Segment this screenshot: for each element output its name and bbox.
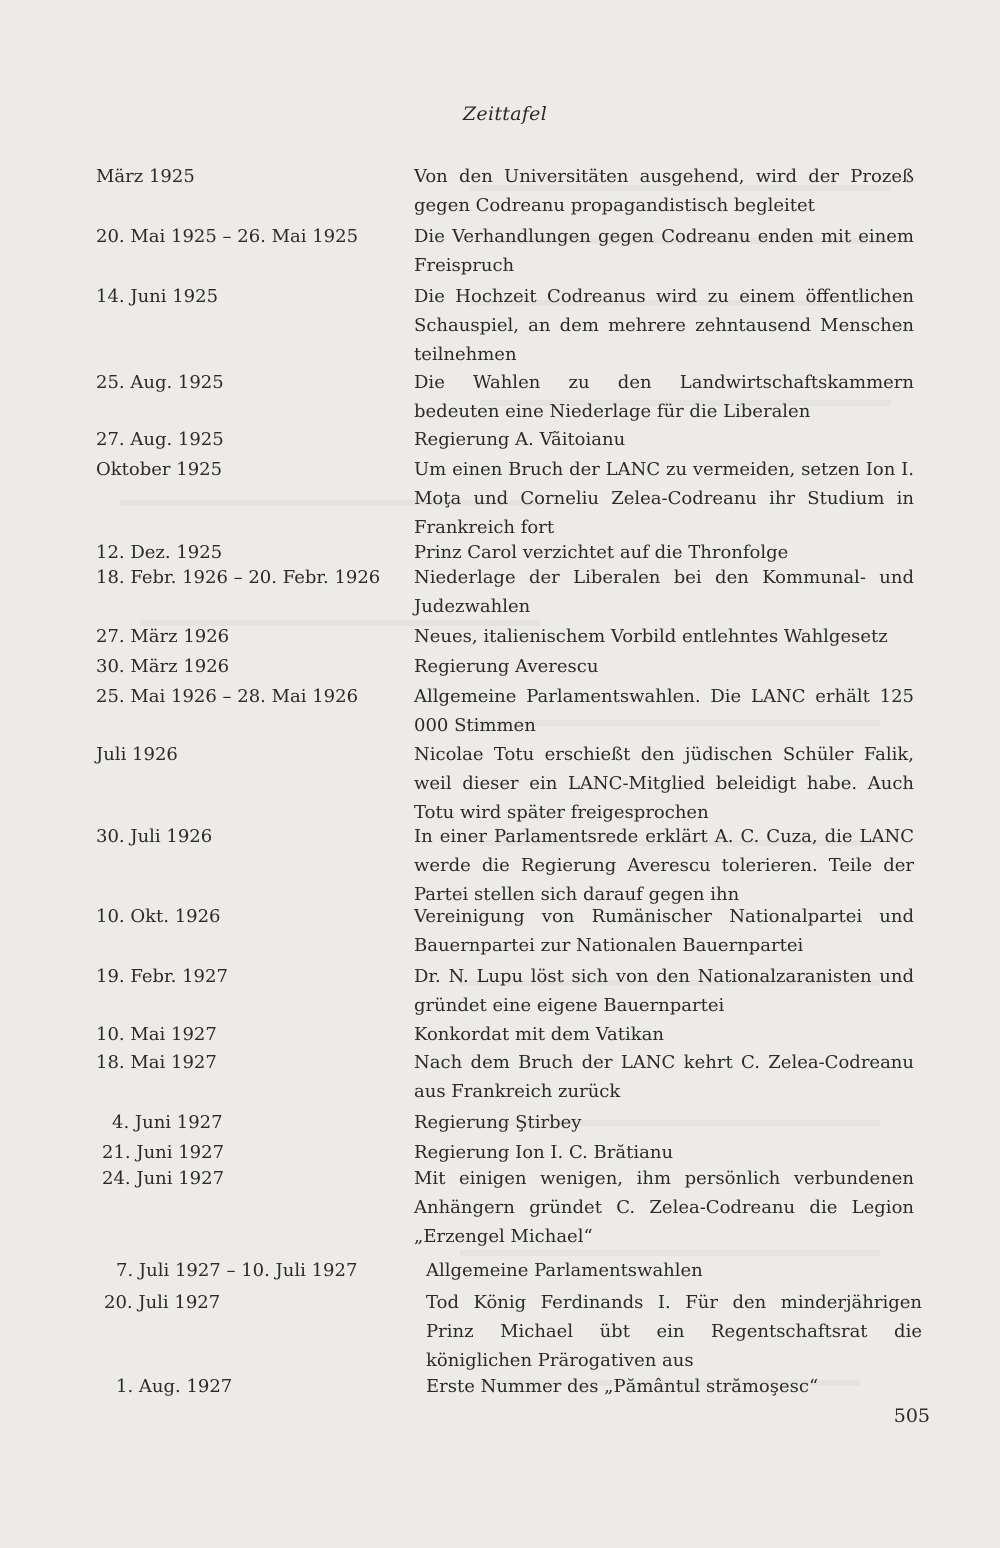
entry-date: 20. Juli 1927	[104, 1292, 221, 1313]
entry-date: März 1925	[96, 166, 195, 187]
entry-text: Dr. N. Lupu löst sich von den Nationalzaranisten und gründet eine eigene Bauernpartei	[414, 966, 914, 1016]
entry-date: 18. Febr. 1926 – 20. Febr. 1926	[96, 567, 381, 588]
entry-date: Juli 1926	[96, 744, 178, 765]
entry-date: 7. Juli 1927 – 10. Juli 1927	[116, 1260, 358, 1281]
entry-date: 25. Mai 1926 – 28. Mai 1926	[96, 686, 359, 707]
entry-date: 10. Mai 1927	[96, 1024, 217, 1045]
entry-date: 27. Aug. 1925	[96, 429, 224, 450]
entry-text: Regierung A. Vãitoianu	[414, 429, 626, 450]
entry-text: Niederlage der Liberalen bei den Kommunal- und Judezwahlen	[414, 567, 914, 617]
entry-text: Konkordat mit dem Vatikan	[414, 1024, 664, 1045]
page-title: Zeittafel	[462, 103, 548, 125]
entry-text: In einer Parlamentsrede erklärt A. C. Cuza, die LANC werde die Regierung Averescu tolerieren. Teile der Partei stellen sich darauf gegen ihn	[414, 826, 914, 905]
entry-text: Um einen Bruch der LANC zu vermeiden, setzen Ion I. Moţa und Corneliu Zelea-Codreanu ihr Studium in Frankreich fort	[414, 459, 914, 538]
entry-text: Die Wahlen zu den Landwirtschaftskammern bedeuten eine Niederlage für die Liberalen	[414, 372, 914, 422]
entry-text: Neues, italienischem Vorbild entlehntes Wahlgesetz	[414, 626, 888, 647]
entry-text: Regierung Ştirbey	[414, 1112, 582, 1133]
entry-text: Erste Nummer des „Pământul strămoşesc“	[426, 1376, 819, 1397]
entry-text: Allgemeine Parlamentswahlen. Die LANC erhält 125 000 Stimmen	[414, 686, 914, 736]
entry-text: Von den Universitäten ausgehend, wird der Prozeß gegen Codreanu propagandistisch begleitet	[414, 166, 914, 216]
entry-date: 21. Juni 1927	[102, 1142, 225, 1163]
entry-text: Regierung Averescu	[414, 656, 599, 677]
entry-date: 4. Juni 1927	[112, 1112, 223, 1133]
entry-date: 30. März 1926	[96, 656, 230, 677]
entry-text: Tod König Ferdinands I. Für den minderjährigen Prinz Michael übt ein Regentschaftsrat die königlichen Prärogativen aus	[426, 1292, 922, 1371]
entry-date: 14. Juni 1925	[96, 286, 219, 307]
entry-text: Die Hochzeit Codreanus wird zu einem öffentlichen Schauspiel, an dem mehrere zehntausend Menschen teilnehmen	[414, 286, 914, 365]
entry-text: Mit einigen wenigen, ihm persönlich verbundenen Anhängern gründet C. Zelea-Codreanu die Legion „Erzengel Michael“	[414, 1168, 914, 1247]
entry-text: Regierung Ion I. C. Brătianu	[414, 1142, 674, 1163]
entry-text: Nicolae Totu erschießt den jüdischen Schüler Falik, weil dieser ein LANC-Mitglied beleidigt habe. Auch Totu wird später freigesprochen	[414, 744, 914, 823]
entry-date: Oktober 1925	[96, 459, 223, 480]
entry-date: 27. März 1926	[96, 626, 230, 647]
entry-date: 12. Dez. 1925	[96, 542, 223, 563]
entry-date: 19. Febr. 1927	[96, 966, 228, 987]
page-number: 505	[893, 1405, 930, 1427]
entry-date: 20. Mai 1925 – 26. Mai 1925	[96, 226, 359, 247]
entry-text: Prinz Carol verzichtet auf die Thronfolge	[414, 542, 789, 563]
entry-date: 1. Aug. 1927	[116, 1376, 233, 1397]
entry-date: 18. Mai 1927	[96, 1052, 217, 1073]
entry-date: 24. Juni 1927	[102, 1168, 225, 1189]
entry-text: Vereinigung von Rumänischer Nationalpartei und Bauernpartei zur Nationalen Bauernpartei	[414, 906, 914, 956]
entry-text: Nach dem Bruch der LANC kehrt C. Zelea-Codreanu aus Frankreich zurück	[414, 1052, 914, 1102]
entry-text: Allgemeine Parlamentswahlen	[426, 1260, 703, 1281]
entry-date: 10. Okt. 1926	[96, 906, 221, 927]
entry-date: 25. Aug. 1925	[96, 372, 224, 393]
entry-date: 30. Juli 1926	[96, 826, 213, 847]
entry-text: Die Verhandlungen gegen Codreanu enden mit einem Freispruch	[414, 226, 914, 276]
